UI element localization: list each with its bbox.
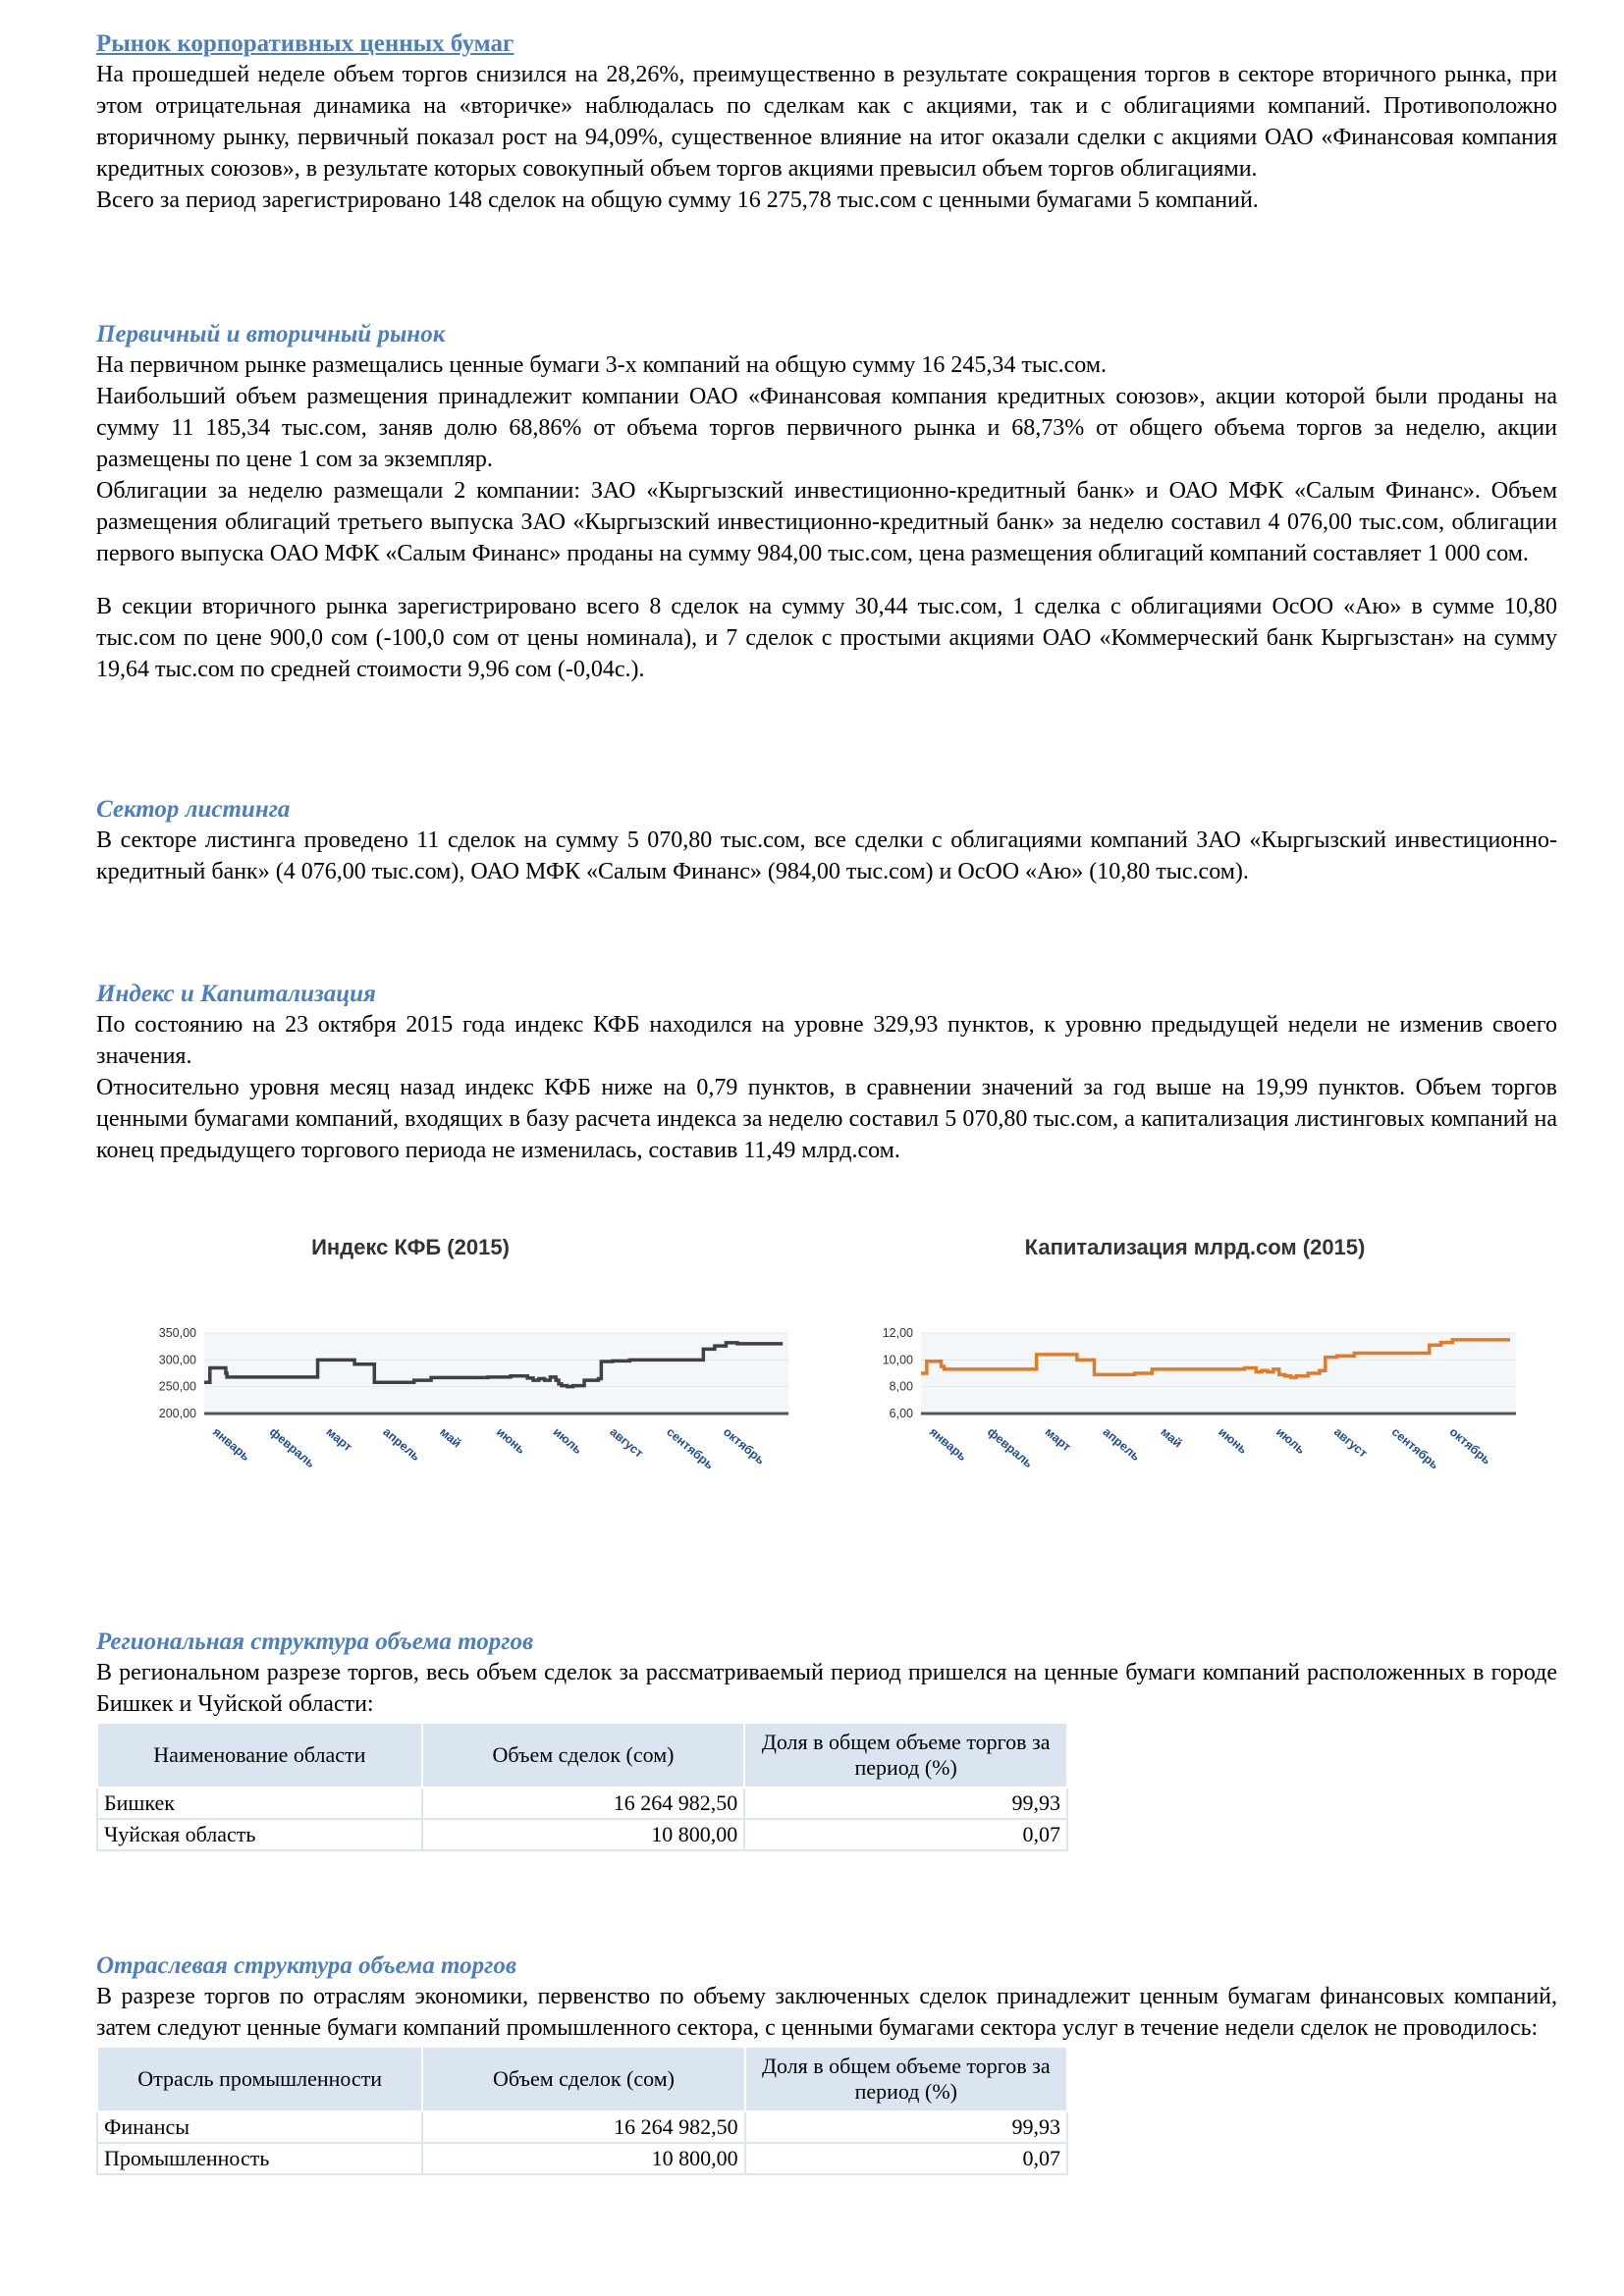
- x-tick-label: февраль: [984, 1424, 1036, 1471]
- industry-table: [96, 2046, 1068, 2175]
- table-row: [97, 1788, 1067, 1819]
- section-corporate: [96, 29, 1557, 216]
- x-tick-label: сентябрь: [1388, 1424, 1442, 1472]
- x-tick-label: октябрь: [720, 1424, 768, 1468]
- x-tick-label: июль: [550, 1424, 585, 1457]
- section-title: Отраслевая структура объема торгов: [96, 1952, 517, 1979]
- x-tick-label: сентябрь: [664, 1424, 717, 1472]
- paragraph: Облигации за неделю размещали 2 компании: ЗАО «Кыргызский инвестиционно-кредитный банк» и ОАО МФК «Салым Финанс». Объем размещения облигаций третьего выпуска ЗАО «Кыргызский инвестиционно-кредитный банк» за неделю составил 4 076,00 тыс.сом, облигации первого выпуска ОАО МФК «Салым Финанс» проданы на сумму 984,00 тыс.сом, цена размещения облигаций компаний составляет 1 000 сом.: [96, 478, 1557, 566]
- x-tick-label: июнь: [493, 1424, 528, 1457]
- table-cell: Финансы: [97, 2111, 422, 2143]
- table-header: Объем сделок (сом): [422, 2047, 744, 2111]
- paragraph: На прошедшей неделе объем торгов снизился на 28,26%, преимущественно в результате сокращения торгов в секторе вторичного рынка, при этом отрицательная динамика на «вторичке» наблюдалась по сделкам как с акциями, так и с облигациями компаний. Противоположно вторичному рынку, первичный показал рост на 94,09%, существенное влияние на итог оказали сделки с акциями ОАО «Финансовая компания кредитных союзов», в результате которых совокупный объем торгов акциями превысил объем торгов облигациями.: [96, 62, 1557, 182]
- x-tick-label: июль: [1273, 1424, 1308, 1457]
- y-tick-label: 200,00: [158, 1407, 196, 1420]
- x-tick-label: январь: [927, 1424, 970, 1464]
- table-cell: 99,93: [744, 1788, 1067, 1819]
- table-cell: 0,07: [745, 2143, 1067, 2174]
- section-title: Региональная структура объема торгов: [96, 1629, 534, 1655]
- paragraph: Всего за период зарегистрировано 148 сделок на общую сумму 16 275,78 тыс.сом с ценными бумагами 5 компаний.: [96, 187, 1259, 213]
- y-tick-label: 10,00: [882, 1353, 913, 1367]
- charts-row: [96, 1207, 1557, 1561]
- y-tick-label: 6,00: [889, 1407, 913, 1420]
- plot-area: [921, 1333, 1516, 1414]
- table-header: Доля в общем объеме торгов за период (%): [744, 1723, 1067, 1788]
- x-tick-label: апрель: [380, 1424, 423, 1465]
- x-tick-label: август: [607, 1424, 646, 1461]
- y-tick-label: 12,00: [882, 1326, 913, 1340]
- chart-title: Капитализация млрд.сом (2015): [1024, 1235, 1366, 1259]
- paragraph: На первичном рынке размещались ценные бумаги 3-х компаний на общую сумму 16 245,34 тыс.сом.: [96, 352, 1108, 378]
- plot-area: [204, 1333, 788, 1414]
- section-title: Индекс и Капитализация: [96, 981, 376, 1007]
- x-tick-label: март: [1042, 1424, 1074, 1455]
- y-tick-label: 300,00: [158, 1353, 196, 1367]
- chart-title: Индекс КФБ (2015): [311, 1235, 510, 1259]
- x-tick-label: май: [437, 1424, 464, 1451]
- paragraph: Наибольший объем размещения принадлежит компании ОАО «Финансовая компания кредитных союзов», акции которой были проданы на сумму 11 185,34 тыс.сом, заняв долю 68,86% от объема торгов первичного рынка и 68,73% от общего объема торгов за неделю, акции размещены по цене 1 сом за экземпляр.: [96, 384, 1557, 472]
- table-cell: Чуйская область: [97, 1819, 422, 1850]
- table-cell: 16 264 982,50: [422, 2111, 744, 2143]
- section-regional: [96, 1628, 1557, 1851]
- paragraph: В разрезе торгов по отраслям экономики, первенство по объему заключенных сделок принадлежит ценным бумагам финансовых компаний, затем следуют ценные бумаги компаний промышленного сектора, с ценными бумагами сектора услуг в течение недели сделок не проводилось:: [96, 1984, 1557, 2041]
- y-tick-label: 8,00: [889, 1379, 913, 1394]
- section-title: Сектор листинга: [96, 796, 291, 823]
- y-tick-label: 250,00: [158, 1379, 196, 1394]
- x-tick-label: март: [323, 1424, 355, 1455]
- y-tick-label: 350,00: [158, 1326, 196, 1340]
- table-row: [97, 1819, 1067, 1850]
- kfb-index-chart: [96, 1207, 823, 1561]
- section-index: [96, 980, 1557, 1166]
- table-header-row: [97, 2047, 1067, 2111]
- x-tick-label: январь: [210, 1424, 253, 1464]
- table-cell: Промышленность: [97, 2143, 422, 2174]
- section-listing: [96, 795, 1557, 887]
- table-cell: Бишкек: [97, 1788, 422, 1819]
- table-cell: 10 800,00: [422, 2143, 744, 2174]
- table-header: Доля в общем объеме торгов за период (%): [745, 2047, 1067, 2111]
- table-cell: 10 800,00: [422, 1819, 745, 1850]
- paragraph: В региональном разрезе торгов, весь объем сделок за рассматриваемый период пришелся на ценные бумаги компаний расположенных в городе Бишкек и Чуйской области:: [96, 1660, 1557, 1717]
- x-tick-label: июнь: [1216, 1424, 1250, 1457]
- section-title: Первичный и вторичный рынок: [96, 321, 446, 347]
- section-title: Рынок корпоративных ценных бумаг: [96, 30, 514, 57]
- table-header: Наименование области: [97, 1723, 422, 1788]
- table-header: Объем сделок (сом): [422, 1723, 745, 1788]
- table-header: Отрасль промышленности: [97, 2047, 422, 2111]
- table-cell: 99,93: [745, 2111, 1067, 2143]
- table-header-row: [97, 1723, 1067, 1788]
- x-tick-label: август: [1330, 1424, 1371, 1461]
- section-industry: [96, 1951, 1557, 2175]
- table-row: [97, 2111, 1067, 2143]
- capitalization-chart: [852, 1207, 1557, 1561]
- x-tick-label: февраль: [266, 1424, 318, 1471]
- table-cell: 16 264 982,50: [422, 1788, 745, 1819]
- paragraph: В секторе листинга проведено 11 сделок на сумму 5 070,80 тыс.сом, все сделки с облигациями компаний ЗАО «Кыргызский инвестиционно-кредитный банк» (4 076,00 тыс.сом), ОАО МФК «Салым Финанс» (984,00 тыс.сом) и ОсОО «Аю» (10,80 тыс.сом).: [96, 828, 1557, 884]
- section-primary-secondary: [96, 320, 1557, 685]
- paragraph: В секции вторичного рынка зарегистрировано всего 8 сделок на сумму 30,44 тыс.сом, 1 сделка с облигациями ОсОО «Аю» в сумме 10,80 тыс.сом по цене 900,0 сом (-100,0 сом от цены номинала), и 7 сделок с простыми акциями ОАО «Коммерческий банк Кыргызстан» на сумму 19,64 тыс.сом по средней стоимости 9,96 сом (-0,04с.).: [96, 594, 1557, 682]
- regional-table: [96, 1722, 1068, 1851]
- table-cell: 0,07: [744, 1819, 1067, 1850]
- paragraph: По состоянию на 23 октября 2015 года индекс КФБ находился на уровне 329,93 пунктов, к уровню предыдущей недели не изменив своего значения.: [96, 1012, 1557, 1069]
- x-tick-label: май: [1158, 1424, 1185, 1451]
- x-tick-label: октябрь: [1446, 1424, 1494, 1468]
- paragraph: Относительно уровня месяц назад индекс КФБ ниже на 0,79 пунктов, в сравнении значений за год выше на 19,99 пунктов. Объем торгов ценными бумагами компаний, входящих в базу расчета индекса за неделю составил 5 070,80 тыс.сом, а капитализация листинговых компаний на конец предыдущего торгового периода не изменилась, составив 11,49 млрд.сом.: [96, 1075, 1557, 1163]
- table-row: [97, 2143, 1067, 2174]
- x-tick-label: апрель: [1100, 1424, 1143, 1465]
